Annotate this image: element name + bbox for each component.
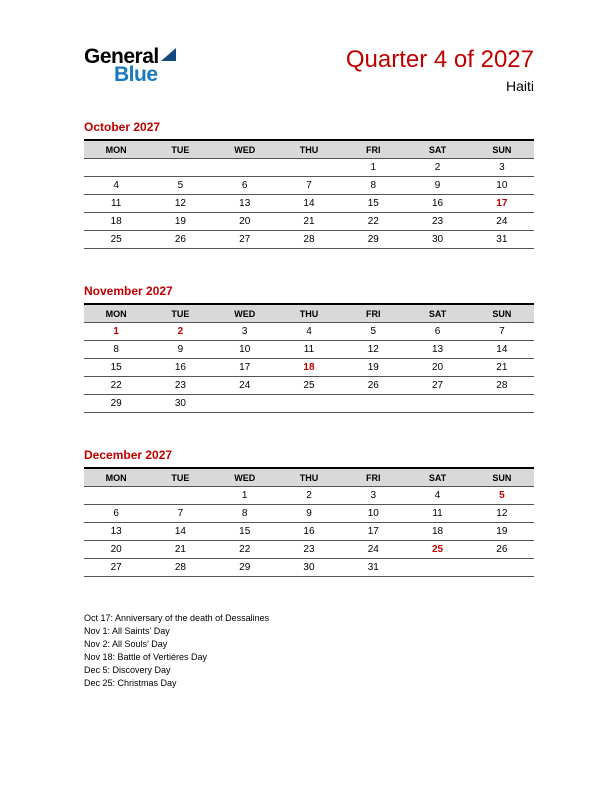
day-cell: 9	[306, 507, 312, 519]
weekday-header: MON	[105, 472, 127, 483]
day-cell: 17	[367, 525, 379, 537]
day-cell: 2	[306, 489, 312, 501]
empty-cell	[84, 486, 148, 504]
week-row	[84, 358, 534, 376]
day-cell: 20	[431, 361, 444, 373]
day-cell: 24	[367, 543, 379, 555]
country-subtitle: Haiti	[505, 77, 534, 94]
day-cell: 10	[496, 179, 508, 191]
week-row	[84, 212, 534, 230]
logo-text-blue: Blue	[114, 63, 158, 86]
holiday-note: Dec 25: Christmas Day	[84, 677, 177, 688]
day-cell: 10	[367, 507, 379, 519]
day-cell: 28	[303, 233, 315, 245]
day-cell: 5	[177, 179, 184, 191]
month-title: November 2027	[84, 283, 173, 298]
day-cell: 27	[431, 379, 444, 391]
day-cell: 23	[431, 215, 444, 227]
empty-cell	[148, 158, 212, 176]
day-cell: 6	[241, 179, 248, 191]
day-cell: 23	[174, 379, 186, 391]
month-november	[84, 284, 534, 413]
day-cell: 27	[110, 561, 122, 573]
day-cell: 18	[431, 525, 444, 537]
week-row	[84, 540, 534, 558]
week-row	[84, 322, 534, 340]
week-row	[84, 394, 534, 412]
day-cell: 16	[431, 197, 444, 209]
day-cell: 16	[174, 361, 186, 373]
day-cell: 18	[303, 361, 315, 373]
empty-cell	[213, 158, 277, 176]
day-cell: 2	[177, 325, 184, 337]
day-cell: 29	[239, 561, 251, 573]
week-row	[84, 340, 534, 358]
month-title: October 2027	[84, 119, 161, 134]
day-cell: 16	[303, 525, 315, 537]
empty-cell	[213, 394, 277, 412]
empty-cell	[470, 394, 534, 412]
day-cell: 23	[303, 543, 315, 555]
day-cell: 7	[177, 507, 184, 519]
week-row	[84, 176, 534, 194]
empty-cell	[341, 394, 405, 412]
day-cell: 13	[239, 197, 251, 209]
day-cell: 10	[239, 343, 251, 355]
day-cell: 25	[431, 543, 444, 555]
day-cell: 13	[110, 525, 122, 537]
day-cell: 27	[239, 233, 251, 245]
logo-triangle-icon	[161, 48, 176, 65]
day-cell: 20	[239, 215, 251, 227]
day-cell: 5	[499, 489, 505, 501]
day-cell: 3	[241, 325, 248, 337]
empty-cell	[470, 558, 534, 576]
day-cell: 19	[174, 215, 186, 227]
holiday-note: Dec 5: Discovery Day	[84, 664, 171, 675]
day-cell: 13	[431, 343, 444, 355]
day-cell: 15	[239, 525, 251, 537]
weekday-header: THU	[299, 144, 319, 155]
day-cell: 9	[177, 343, 184, 355]
day-cell: 18	[110, 215, 122, 227]
day-cell: 26	[174, 233, 186, 245]
day-cell: 21	[496, 361, 508, 373]
weekday-header: TUE	[171, 472, 190, 483]
month-october	[84, 120, 534, 249]
day-cell: 8	[370, 179, 377, 191]
holiday-notes	[84, 612, 534, 690]
day-cell: 6	[434, 325, 441, 337]
weekday-header: SUN	[492, 308, 512, 319]
day-cell: 5	[370, 325, 377, 337]
calendar-table	[84, 303, 534, 413]
day-cell: 11	[303, 343, 315, 355]
weekday-header: WED	[234, 308, 256, 319]
empty-cell	[405, 558, 469, 576]
holiday-note: Nov 18: Battle of Vertières Day	[84, 651, 208, 662]
day-cell: 1	[241, 489, 248, 501]
day-cell: 29	[367, 233, 379, 245]
month-title: December 2027	[84, 447, 173, 462]
day-cell: 1	[370, 161, 377, 173]
day-cell: 15	[110, 361, 122, 373]
week-row	[84, 504, 534, 522]
weekday-header: WED	[234, 144, 256, 155]
day-cell: 11	[432, 507, 443, 519]
day-cell: 22	[110, 379, 122, 391]
day-cell: 28	[496, 379, 508, 391]
day-cell: 21	[303, 215, 315, 227]
day-cell: 22	[239, 543, 251, 555]
calendar-table	[84, 139, 534, 249]
empty-cell	[277, 394, 341, 412]
week-row	[84, 158, 534, 176]
weekday-header-row	[84, 304, 534, 323]
day-cell: 1	[113, 325, 119, 337]
day-cell: 11	[110, 197, 122, 209]
week-row	[84, 486, 534, 504]
day-cell: 6	[113, 507, 119, 519]
day-cell: 12	[174, 197, 186, 209]
day-cell: 25	[303, 379, 315, 391]
day-cell: 30	[431, 233, 444, 245]
day-cell: 24	[239, 379, 251, 391]
day-cell: 8	[113, 343, 119, 355]
week-row	[84, 376, 534, 394]
page-header	[84, 46, 534, 94]
general-blue-logo	[84, 46, 176, 85]
day-cell: 24	[496, 215, 508, 227]
day-cell: 25	[110, 233, 122, 245]
holiday-note: Nov 2: All Souls’ Day	[84, 638, 168, 649]
day-cell: 14	[496, 343, 508, 355]
day-cell: 7	[306, 179, 312, 191]
weekday-header-row	[84, 468, 534, 487]
logo-text-general: General	[84, 45, 159, 68]
empty-cell	[277, 158, 341, 176]
weekday-header: FRI	[366, 472, 381, 483]
day-cell: 2	[434, 161, 441, 173]
week-row	[84, 194, 534, 212]
day-cell: 17	[239, 361, 251, 373]
day-cell: 30	[174, 397, 186, 409]
holiday-note: Nov 1: All Saints’ Day	[84, 625, 170, 636]
month-december	[84, 448, 534, 577]
weekday-header: TUE	[171, 308, 190, 319]
calendar-table	[84, 467, 534, 577]
weekday-header: WED	[234, 472, 256, 483]
day-cell: 31	[496, 233, 508, 245]
weekday-header: SAT	[428, 144, 447, 155]
day-cell: 12	[496, 507, 508, 519]
day-cell: 3	[499, 161, 505, 173]
weekday-header: SAT	[428, 308, 447, 319]
empty-cell	[405, 394, 469, 412]
day-cell: 19	[367, 361, 379, 373]
day-cell: 9	[434, 179, 441, 191]
day-cell: 4	[113, 179, 119, 191]
day-cell: 28	[174, 561, 186, 573]
day-cell: 26	[496, 543, 508, 555]
title-block	[346, 46, 534, 94]
day-cell: 26	[367, 379, 379, 391]
day-cell: 4	[434, 489, 441, 501]
weekday-header: FRI	[366, 144, 381, 155]
weekday-header: SAT	[428, 472, 447, 483]
week-row	[84, 558, 534, 576]
day-cell: 7	[499, 325, 505, 337]
weekday-header-row	[84, 140, 534, 159]
day-cell: 4	[306, 325, 312, 337]
day-cell: 14	[174, 525, 186, 537]
weekday-header: FRI	[366, 308, 381, 319]
weekday-header: SUN	[492, 472, 512, 483]
weekday-header: MON	[105, 144, 127, 155]
day-cell: 22	[367, 215, 379, 227]
day-cell: 19	[496, 525, 508, 537]
weekday-header: MON	[105, 308, 127, 319]
day-cell: 12	[367, 343, 379, 355]
day-cell: 21	[174, 543, 186, 555]
day-cell: 15	[367, 197, 379, 209]
day-cell: 30	[303, 561, 315, 573]
page-title: Quarter 4 of 2027	[345, 46, 534, 73]
day-cell: 29	[110, 397, 122, 409]
empty-cell	[84, 158, 148, 176]
week-row	[84, 230, 534, 248]
day-cell: 8	[241, 507, 248, 519]
day-cell: 3	[370, 489, 377, 501]
day-cell: 31	[367, 561, 379, 573]
empty-cell	[148, 486, 212, 504]
weekday-header: THU	[299, 308, 319, 319]
weekday-header: SUN	[492, 144, 512, 155]
day-cell: 17	[496, 197, 508, 209]
weekday-header: TUE	[171, 144, 190, 155]
months-container	[84, 120, 534, 577]
day-cell: 14	[303, 197, 315, 209]
weekday-header: THU	[299, 472, 319, 483]
holiday-note: Oct 17: Anniversary of the death of Dessalines	[84, 612, 270, 623]
day-cell: 20	[110, 543, 122, 555]
week-row	[84, 522, 534, 540]
